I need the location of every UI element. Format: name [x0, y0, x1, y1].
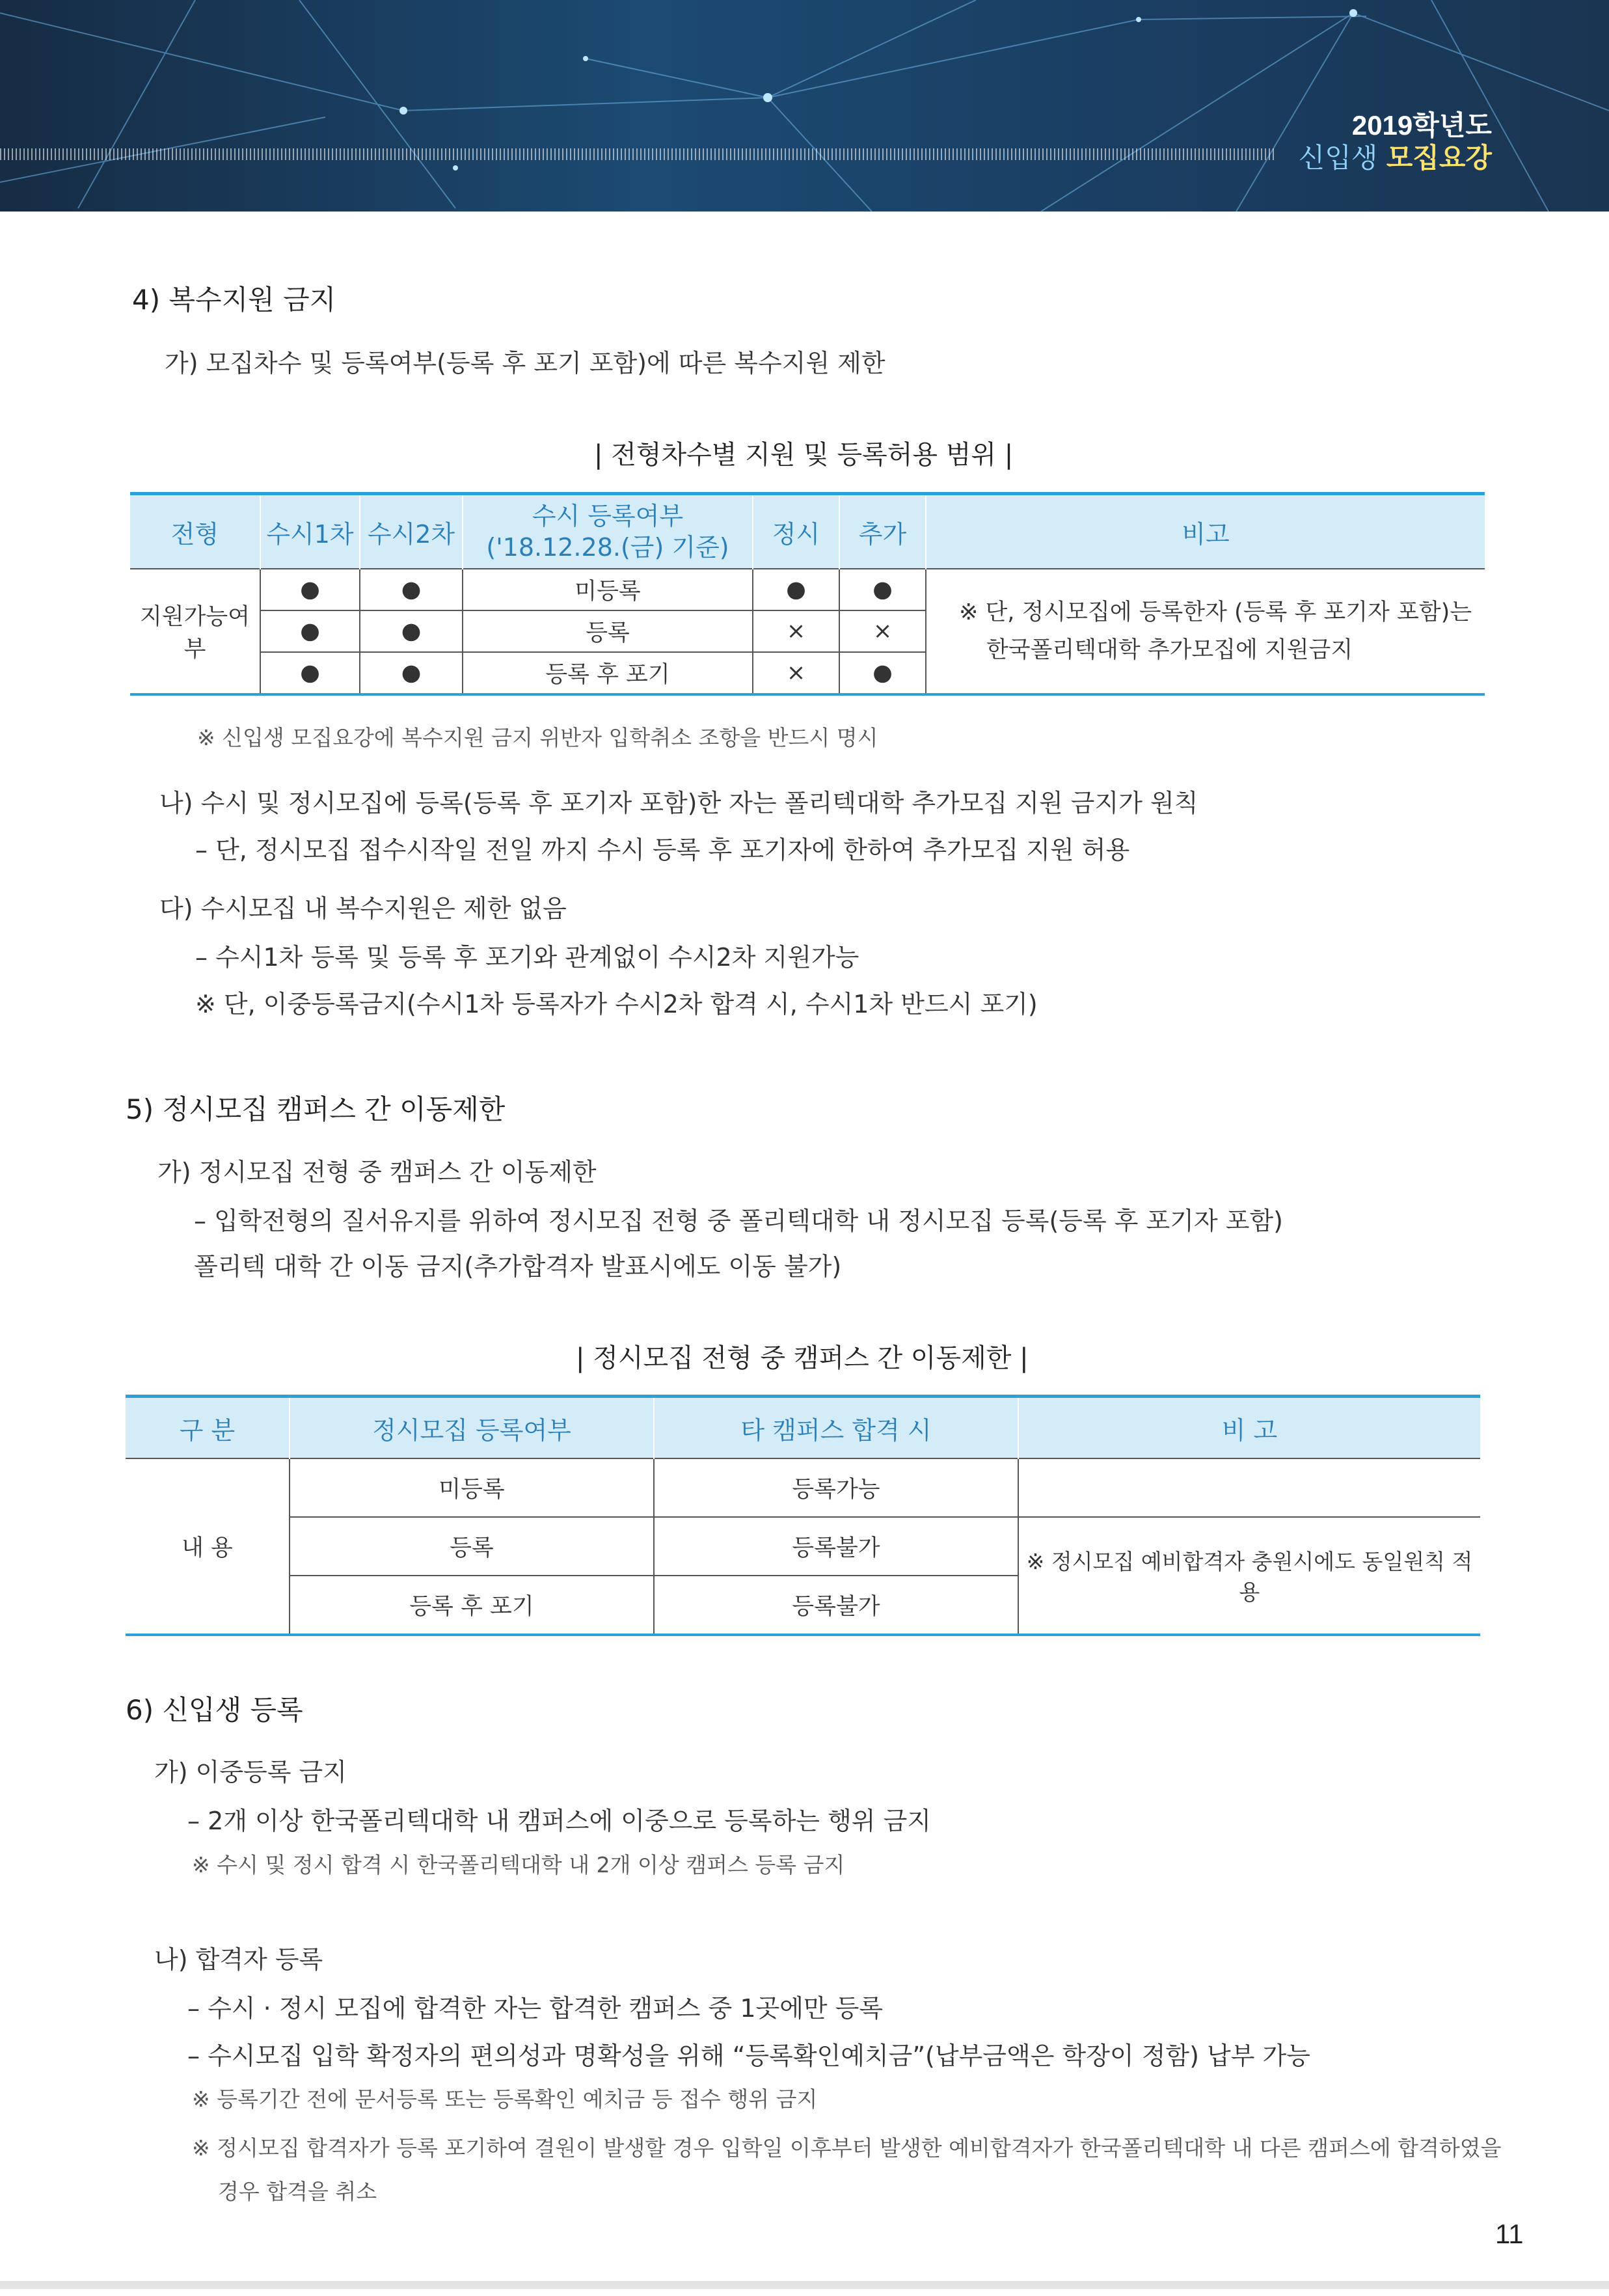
- remark-cell: ※ 정시모집 예비합격자 충원시에도 동일원칙 적용: [1018, 1517, 1480, 1635]
- section-5-title: 5) 정시모집 캠퍼스 간 이동제한: [126, 1093, 506, 1125]
- page-number: 11: [1495, 2219, 1524, 2249]
- section-4-na: 나) 수시 및 정시모집에 등록(등록 후 포기자 포함)한 자는 폴리텍대학 추가모집 지원 금지가 원칙: [159, 789, 1198, 817]
- header-cell: 타 캠퍼스 합격 시: [654, 1397, 1018, 1459]
- cell-status: 등록 후 포기: [463, 652, 753, 694]
- section-6-ga: 가) 이중등록 금지: [154, 1758, 347, 1786]
- header-line: 수시 등록여부: [532, 502, 684, 530]
- table-1-footnote: ※ 신입생 모집요강에 복수지원 금지 위반자 입학취소 조항을 반드시 명시: [197, 725, 878, 750]
- header-cell: 비 고: [1018, 1397, 1480, 1459]
- cell-susi1: ●: [260, 569, 360, 610]
- section-4-da-sub1: – 수시1차 등록 및 등록 후 포기와 관계없이 수시2차 지원가능: [195, 943, 859, 972]
- cell-susi2: ●: [360, 652, 463, 694]
- page-bottom-edge: [0, 2281, 1609, 2289]
- section-6-na-note2a: ※ 정시모집 합격자가 등록 포기하여 결원이 발생할 경우 입학일 이후부터 발생한 예비합격자가 한국폴리텍대학 내 다른 캠퍼스에 합격하였을: [192, 2135, 1502, 2161]
- header-stripe: [0, 148, 1275, 160]
- remark-line: 한국폴리텍대학 추가모집에 지원금지: [986, 637, 1353, 663]
- section-6-na-sub2: – 수시모집 입학 확정자의 편의성과 명확성을 위해 “등록확인예치금”(납부금액은 학장이 정함) 납부 가능: [187, 2042, 1310, 2070]
- header-cell: 수시1차: [260, 494, 360, 569]
- header-cell: 추가: [839, 494, 926, 569]
- cell-jeongsi: ×: [753, 652, 839, 694]
- header-cell: 구 분: [126, 1397, 290, 1459]
- remark-cell: [926, 569, 1485, 694]
- header-line: ('18.12.28.(금) 기준): [486, 533, 729, 562]
- cell-susi2: ●: [360, 569, 463, 610]
- campus-transfer-table: [126, 1395, 1480, 1636]
- section-6-na-note2b: 경우 합격을 취소: [218, 2179, 377, 2204]
- cell-jeongsi: ×: [753, 610, 839, 652]
- section-6-na-sub1: – 수시 · 정시 모집에 합격한 자는 합격한 캠퍼스 중 1곳에만 등록: [187, 1994, 884, 2023]
- header-cell: [463, 494, 753, 569]
- section-5-ga: 가) 정시모집 전형 중 캠퍼스 간 이동제한: [157, 1158, 597, 1186]
- cell-chuga: ×: [839, 610, 926, 652]
- table-header-row: [130, 494, 1485, 569]
- table-header-row: [126, 1397, 1480, 1459]
- header-cell: 전형: [130, 494, 260, 569]
- cell-status: 미등록: [290, 1458, 654, 1517]
- section-6-na: 나) 합격자 등록: [154, 1945, 323, 1974]
- section-5-ga-sub1: – 입학전형의 질서유지를 위하여 정시모집 전형 중 폴리텍대학 내 정시모집 등록(등록 후 포기자 포함): [194, 1207, 1284, 1235]
- cell-jeongsi: ●: [753, 569, 839, 610]
- header-cell: 정시모집 등록여부: [290, 1397, 654, 1459]
- table-row: [130, 569, 1485, 610]
- section-6-na-note1: ※ 등록기간 전에 문서등록 또는 등록확인 예치금 등 접수 행위 금지: [192, 2086, 818, 2112]
- table-row: [126, 1458, 1480, 1517]
- section-6-ga-sub1: – 2개 이상 한국폴리텍대학 내 캠퍼스에 이중으로 등록하는 행위 금지: [187, 1807, 932, 1835]
- section-4-title: 4) 복수지원 금지: [132, 284, 336, 316]
- header-guide-title: 신입생 모집요강: [1298, 142, 1492, 174]
- remark-empty: [1018, 1458, 1480, 1517]
- table-row: [126, 1517, 1480, 1576]
- section-4-ga: 가) 모집차수 및 등록여부(등록 후 포기 포함)에 따른 복수지원 제한: [165, 349, 886, 377]
- header-year: 2019학년도: [1351, 110, 1492, 141]
- cell-chuga: ●: [839, 652, 926, 694]
- section-5-ga-sub2: 폴리텍 대학 간 이동 금지(추가합격자 발표시에도 이동 불가): [194, 1252, 842, 1281]
- cell-chuga: ●: [839, 569, 926, 610]
- registration-scope-table: [130, 492, 1485, 696]
- section-6-ga-note: ※ 수시 및 정시 합격 시 한국폴리텍대학 내 2개 이상 캠퍼스 등록 금지: [192, 1852, 845, 1878]
- cell-status: 등록: [463, 610, 753, 652]
- header-cell: 정시: [753, 494, 839, 569]
- cell-result: 등록불가: [654, 1517, 1018, 1576]
- row-label: 지원가능여부: [130, 569, 260, 694]
- header-banner: [0, 0, 1609, 212]
- table-1-caption: | 전형차수별 지원 및 등록허용 범위 |: [594, 440, 1014, 470]
- cell-susi2: ●: [360, 610, 463, 652]
- cell-susi1: ●: [260, 652, 360, 694]
- header-cell: 수시2차: [360, 494, 463, 569]
- cell-status: 등록 후 포기: [290, 1576, 654, 1635]
- section-4-da-sub2: ※ 단, 이중등록금지(수시1차 등록자가 수시2차 합격 시, 수시1차 반드시 포기): [195, 990, 1038, 1018]
- remark-line: ※ 단, 정시모집에 등록한자 (등록 후 포기자 포함)는: [959, 599, 1472, 625]
- header-cell: 비고: [926, 494, 1485, 569]
- cell-status: 등록: [290, 1517, 654, 1576]
- table-2-caption: | 정시모집 전형 중 캠퍼스 간 이동제한 |: [576, 1343, 1029, 1373]
- section-4-na-sub: – 단, 정시모집 접수시작일 전일 까지 수시 등록 후 포기자에 한하여 추가모집 지원 허용: [195, 836, 1130, 864]
- cell-status: 미등록: [463, 569, 753, 610]
- row-label: 내 용: [126, 1458, 290, 1635]
- section-6-title: 6) 신입생 등록: [126, 1694, 303, 1726]
- cell-susi1: ●: [260, 610, 360, 652]
- cell-result: 등록불가: [654, 1576, 1018, 1635]
- cell-result: 등록가능: [654, 1458, 1018, 1517]
- section-4-da: 다) 수시모집 내 복수지원은 제한 없음: [159, 894, 567, 923]
